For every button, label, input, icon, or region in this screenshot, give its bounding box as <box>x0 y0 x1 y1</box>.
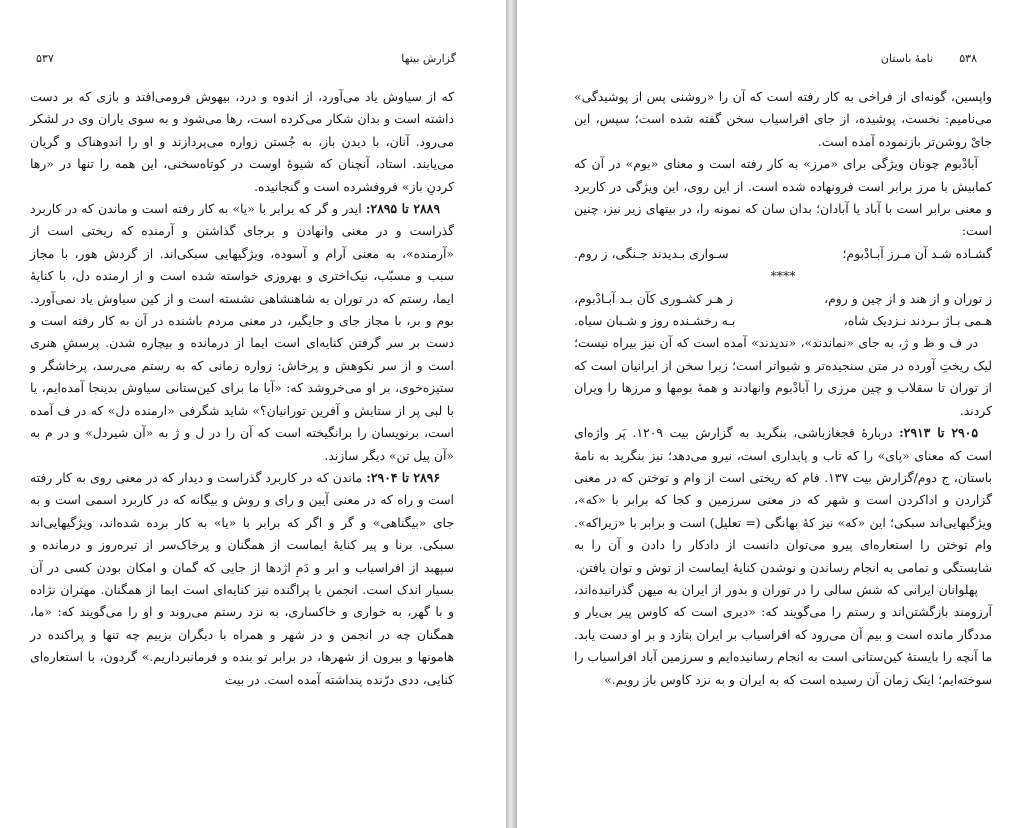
verse-3-hemistich-1: هـمی بـاژ بـردند نـزدیک شاه، <box>843 313 992 329</box>
verse-3-hemistich-2: بـه رخشـنده روز و شـبان سیاه. <box>574 313 736 329</box>
right-paragraph-2905-heading: ۲۹۰۵ تا ۲۹۱۳: <box>899 425 978 441</box>
left-page-number: ۵۳۷ <box>36 52 54 65</box>
right-abazbum-paragraph: آبادْبوم چونان ویژگی برای «مرز» به کار رفته است و معنای «بوم» در آن که کمابیش با مرز برابر است فرونهاده شده است. از این روی، این ویژگی در کاربرد و معنی برابر است با آباد یا آبادان؛ بدان سان که نمونه را، در بیتهای زیر نیز، چنین است: <box>574 156 992 239</box>
left-page-body <box>30 86 454 691</box>
verse-line-2 <box>574 288 992 310</box>
left-paragraph-2 <box>30 198 454 467</box>
verse-line-1 <box>574 243 992 265</box>
right-page-header <box>577 52 977 72</box>
right-final-paragraph: پهلوانان ایرانی که شش سالی را در توران و بدور از ایران به میهن گذرانیده‌اند، آرزومند بازگشتن‌اند و رستم را می‌گویند که: «دیری است که کاوس پیر بی‌یار و مددگار مانده است و بیم آن می‌رود که افراسیاب بر ایران بتازد و بر او دست یابد. ما آنچه را بایستهٔ کین‌ستانی است به انجام رسانیده‌ایم و سرزمین آباد افراسیاب را سوخته‌ایم؛ اینک زمان آن رسیده است که به ایران و به نزد کاوس باز رویم.» <box>574 581 992 687</box>
left-paragraph-2-text: ایدر و گر که برابر با «یا» به کار رفته است و ماندن که در کاربرد گذراست و در معنی وانهادن و برجای گذاشتن و آرمنده که ریختی است از «آرمنده»، به معنی آرام و آسوده، ویژگیهایی سبکی‌اند. از گردش هور، با مجاز سبب و مسبّب، نیک‌اختری و بهروزی خواسته شده است و از ارمنده دل، با کنایهٔ ایما، رستم که در توران به شاهنشاهی نشسته است و از کین سیاوش یاد نمی‌آورد. بوم و بر، با مجاز جای و جایگیر، در معنی مردم باشنده در آن به کار رفته است و دست بر سر گرفتن کنایه‌ای است ایما از درمانده و بیچاره شدن. پرسشِ هنری است و از سر نکوهش و پرخاش: زواره زمانی که به رستم می‌رسد، پرخاشگر و ستیزه‌خوی، بر او می‌خروشد که: «آیا ما برای کین‌ستانی سیاوش بدینجا آمده‌ایم، یا با لبی پر از ستایش و آفرین تورانیان؟» شاید شگرفی «ارمنده دل» که در ف آمده است، برنویسان را برانگیخته است که آن را در ل و ژ به «آن شیردل» و در م به «آن پیل تن» دیگر سازند. <box>30 201 454 463</box>
right-variant-paragraph: در ف و ظ و ژ، به جای «نماندند»، «ندیدند» آمده است که آن نیز بیراه نیست؛ لیک ریختِ آورده در متن سنجیده‌تر و شیواتر است؛ زیرا سخن از ایرانیان است که از توران تا سقلاب و چین مرزی را آبادْبوم وانهادند و همهٔ بومها و مرزها را ویران کردند. <box>574 335 992 418</box>
verse-1-hemistich-1: گشـاده شـد آن مـرز آبـادْبوم؛ <box>842 245 992 261</box>
left-paragraph-3-heading: ۲۸۹۶ تا ۲۹۰۴: <box>366 469 440 485</box>
right-intro-paragraph: واپسین، گونه‌ای از فراخی به کار رفته است که آن را «روشنی پس از پوشیدگی» می‌نامیم: نخست، پوشیده، از جای افراسیاب سخن گفته شده است؛ سپس، این جایْ روشن‌تر بازنموده آمده است. <box>574 89 992 149</box>
right-page <box>517 0 1027 828</box>
left-page-header <box>36 52 456 72</box>
left-page <box>0 0 506 828</box>
right-page-body <box>574 86 992 691</box>
left-paragraph-1: که از سیاوش یاد می‌آورد، از اندوه و درد، بیهوش فرومی‌افتد و بازی که بر دست داشته است و بدان شکار می‌کرده است، رها می‌شود و به سوی یاران وی در لشکر می‌رود. آنان، با دیدن باز، به جُستن زواره می‌پردازند و او را اندوهناک و گریان می‌یابند. استاد، آنچنان که شیوهٔ اوست در کوتاه‌سخنی، این همه را تنها در «رها کردنِ باز» فروفشرده است و گنجانیده. <box>30 89 454 194</box>
verse-line-3 <box>574 310 992 332</box>
right-running-title: نامهٔ باستان <box>880 52 933 65</box>
verse-separator: **** <box>770 268 796 284</box>
verse-2-hemistich-1: ز توران و از هند و از چین و روم، <box>824 290 992 306</box>
left-paragraph-3 <box>30 467 454 691</box>
left-running-title: گزارش بیتها <box>401 52 456 65</box>
left-paragraph-2-heading: ۲۸۸۹ تا ۲۸۹۵: <box>365 201 440 217</box>
right-page-number: ۵۳۸ <box>959 52 977 65</box>
right-paragraph-2905-text: دربارهٔ قجغازباشی، بنگرید به گزارش بیت ۱۲۰۹. پَر واژه‌ای است که معنای «پای» را که تاب و پایداری است، نیرو می‌دهد؛ نیز بنگرید به نامهٔ باستان، ج دوم/گزارش بیت ۱۳۷. فام که ریختی است از وام و توختن که در معنی گزاردن و اداکردن است و شهر که در معنی سرزمین و کجا که برابر با «که»، ویژگیهایی‌اند سبکی؛ این «که» نیز کهٔ بهانگی (= تعلیل) است و برابر با «زیراکه». وام توختن را استعاره‌ای پیرو می‌توان دانست از دادکار را دادن و آن را به شایستگی و تمامی به انجام رساندن و نوشدن کنایهٔ ایماست از توش و توان یافتن. <box>574 425 993 575</box>
left-paragraph-3-text: ماندن که در کاربرد گذراست و دیدار که در معنی روی به کار رفته است و راه که در معنی آیین و رای و روش و بیگانه که در کاربرد اسمی است و به جای «بیگناهی» و گر و اگر که برابر با «یا» به کار برده شده‌اند، ویژگیهایی‌اند سبکی. برنا و پیر کنایهٔ ایماست از همگنان و پرخاک‌سر از تیره‌روز و درمانده و سپهبد از افراسیاب و ابر و دَمِ اژدها از جایی که گمان و امکان بودن کسی در آن بسیار اندک است. انجمن یا پراگنده نیز کنایه‌ای است ایما از همگنان. مهتران نژاده و با گهر، به خواری و خاکساری، به نزد رستم می‌روند و او را می‌گویند که: «ما، همگنان چه در انجمن و در شهر و همراه با دیگران بزییم چه تنها و پراکنده در هامونها و بیرون از شهرها، در برابر تو بنده و فرمانبرداریم.» گردون، با استعاره‌ای کنایی، ددی درّنده پنداشته آمده است. در بیت <box>30 469 454 687</box>
right-paragraph-2905 <box>574 422 992 579</box>
verse-2-hemistich-2: ز هـر کشـوری کآن بـد آبـادْبوم، <box>574 290 734 306</box>
verse-1-hemistich-2: سـواری بـدیدند جـنگی، ز روم. <box>574 245 729 261</box>
book-gutter <box>506 0 517 828</box>
